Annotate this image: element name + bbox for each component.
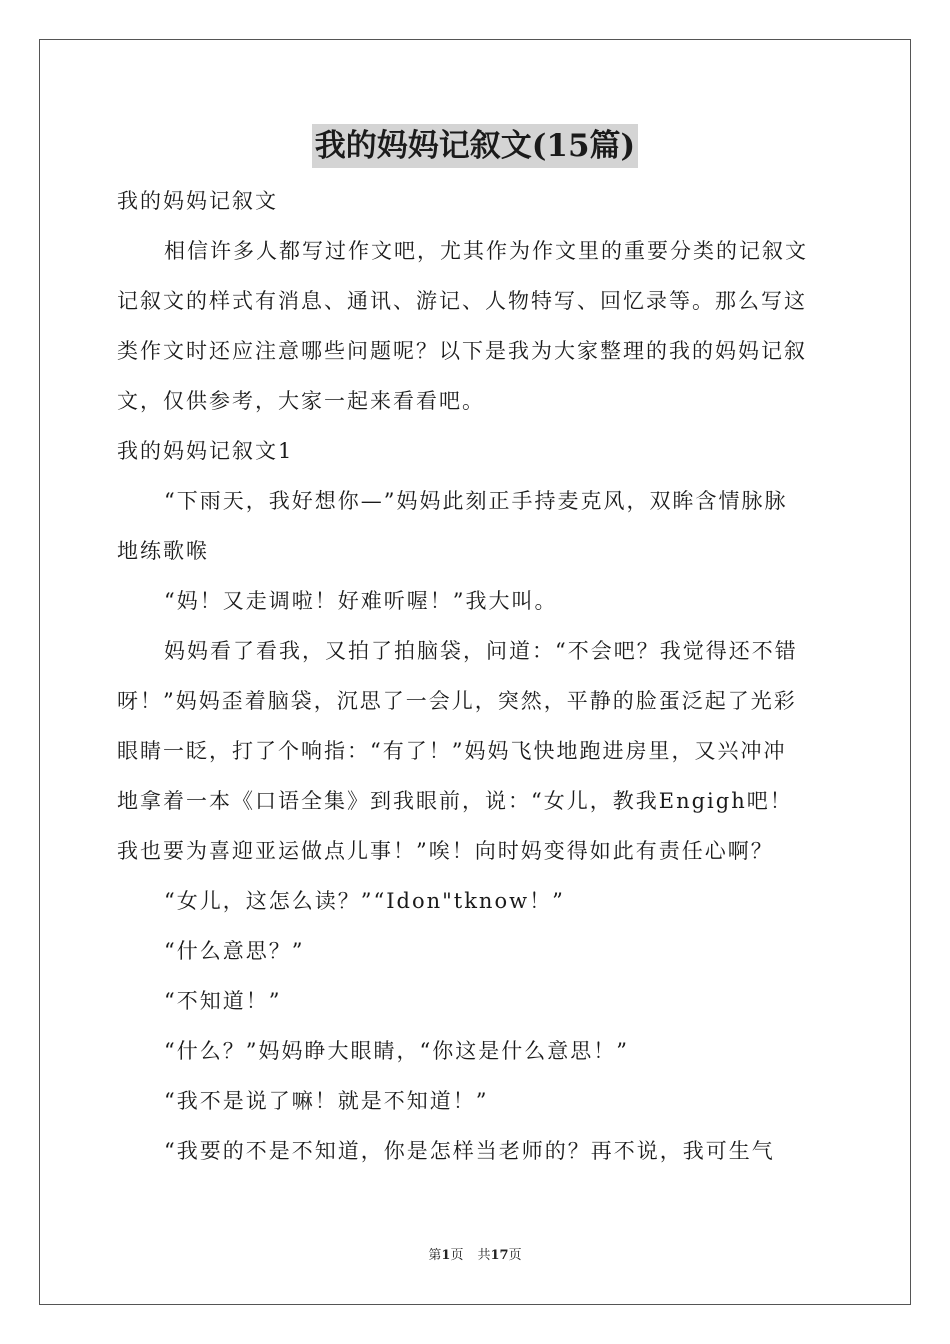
title-wrap: [0, 124, 950, 168]
paragraph-line: “下雨天，我好想你—”妈妈此刻正手持麦克风，双眸含情脉脉: [164, 489, 788, 513]
paragraph-line: 地拿着一本《口语全集》到我眼前，说：“女儿，教我Engigh吧！: [117, 789, 793, 813]
paragraph-line: 妈妈看了看我，又拍了拍脑袋，问道：“不会吧？我觉得还不错: [164, 639, 798, 663]
total-suffix: 页: [508, 1248, 522, 1263]
paragraph-line: “什么？”妈妈睁大眼睛，“你这是什么意思！”: [164, 1039, 629, 1063]
document-body: [117, 176, 837, 1176]
current-page-number: 1: [441, 1248, 451, 1263]
paragraph-line: 地练歌喉: [117, 539, 209, 563]
document-title: 我的妈妈记叙文(15篇): [312, 124, 638, 168]
paragraph-line: 我也要为喜迎亚运做点儿事！”唉！向时妈变得如此有责任心啊？: [117, 839, 774, 863]
paragraph-line: “妈！又走调啦！好难听喔！”我大叫。: [164, 589, 558, 613]
paragraph-line: 文，仅供参考，大家一起来看看吧。: [117, 389, 485, 413]
page-prefix: 第: [428, 1248, 442, 1263]
paragraph-line: 记叙文的样式有消息、通讯、游记、人物特写、回忆录等。那么写这: [117, 289, 807, 313]
paragraph-line: “什么意思？”: [164, 939, 305, 963]
section-heading: 我的妈妈记叙文: [117, 189, 278, 213]
total-pages-number: 17: [490, 1248, 509, 1263]
total-prefix: 共: [477, 1248, 491, 1263]
page-suffix: 页: [450, 1248, 464, 1263]
paragraph-line: 相信许多人都写过作文吧，尤其作为作文里的重要分类的记叙文: [164, 239, 808, 263]
paragraph-line: 类作文时还应注意哪些问题呢？以下是我为大家整理的我的妈妈记叙: [117, 339, 807, 363]
paragraph-line: 眼睛一眨，打了个响指：“有了！”妈妈飞快地跑进房里，又兴冲冲: [117, 739, 787, 763]
paragraph-line: 呀！”妈妈歪着脑袋，沉思了一会儿，突然，平静的脸蛋泛起了光彩: [117, 689, 797, 713]
paragraph-line: “不知道！”: [164, 989, 282, 1013]
paragraph-line: “女儿，这怎么读？”“Idon"tknow！”: [164, 889, 565, 913]
paragraph-line: “我不是说了嘛！就是不知道！”: [164, 1089, 489, 1113]
paragraph-line: “我要的不是不知道，你是怎样当老师的？再不说，我可生气: [164, 1139, 775, 1163]
section-heading: 我的妈妈记叙文1: [117, 439, 294, 463]
page-footer: [0, 1246, 950, 1266]
